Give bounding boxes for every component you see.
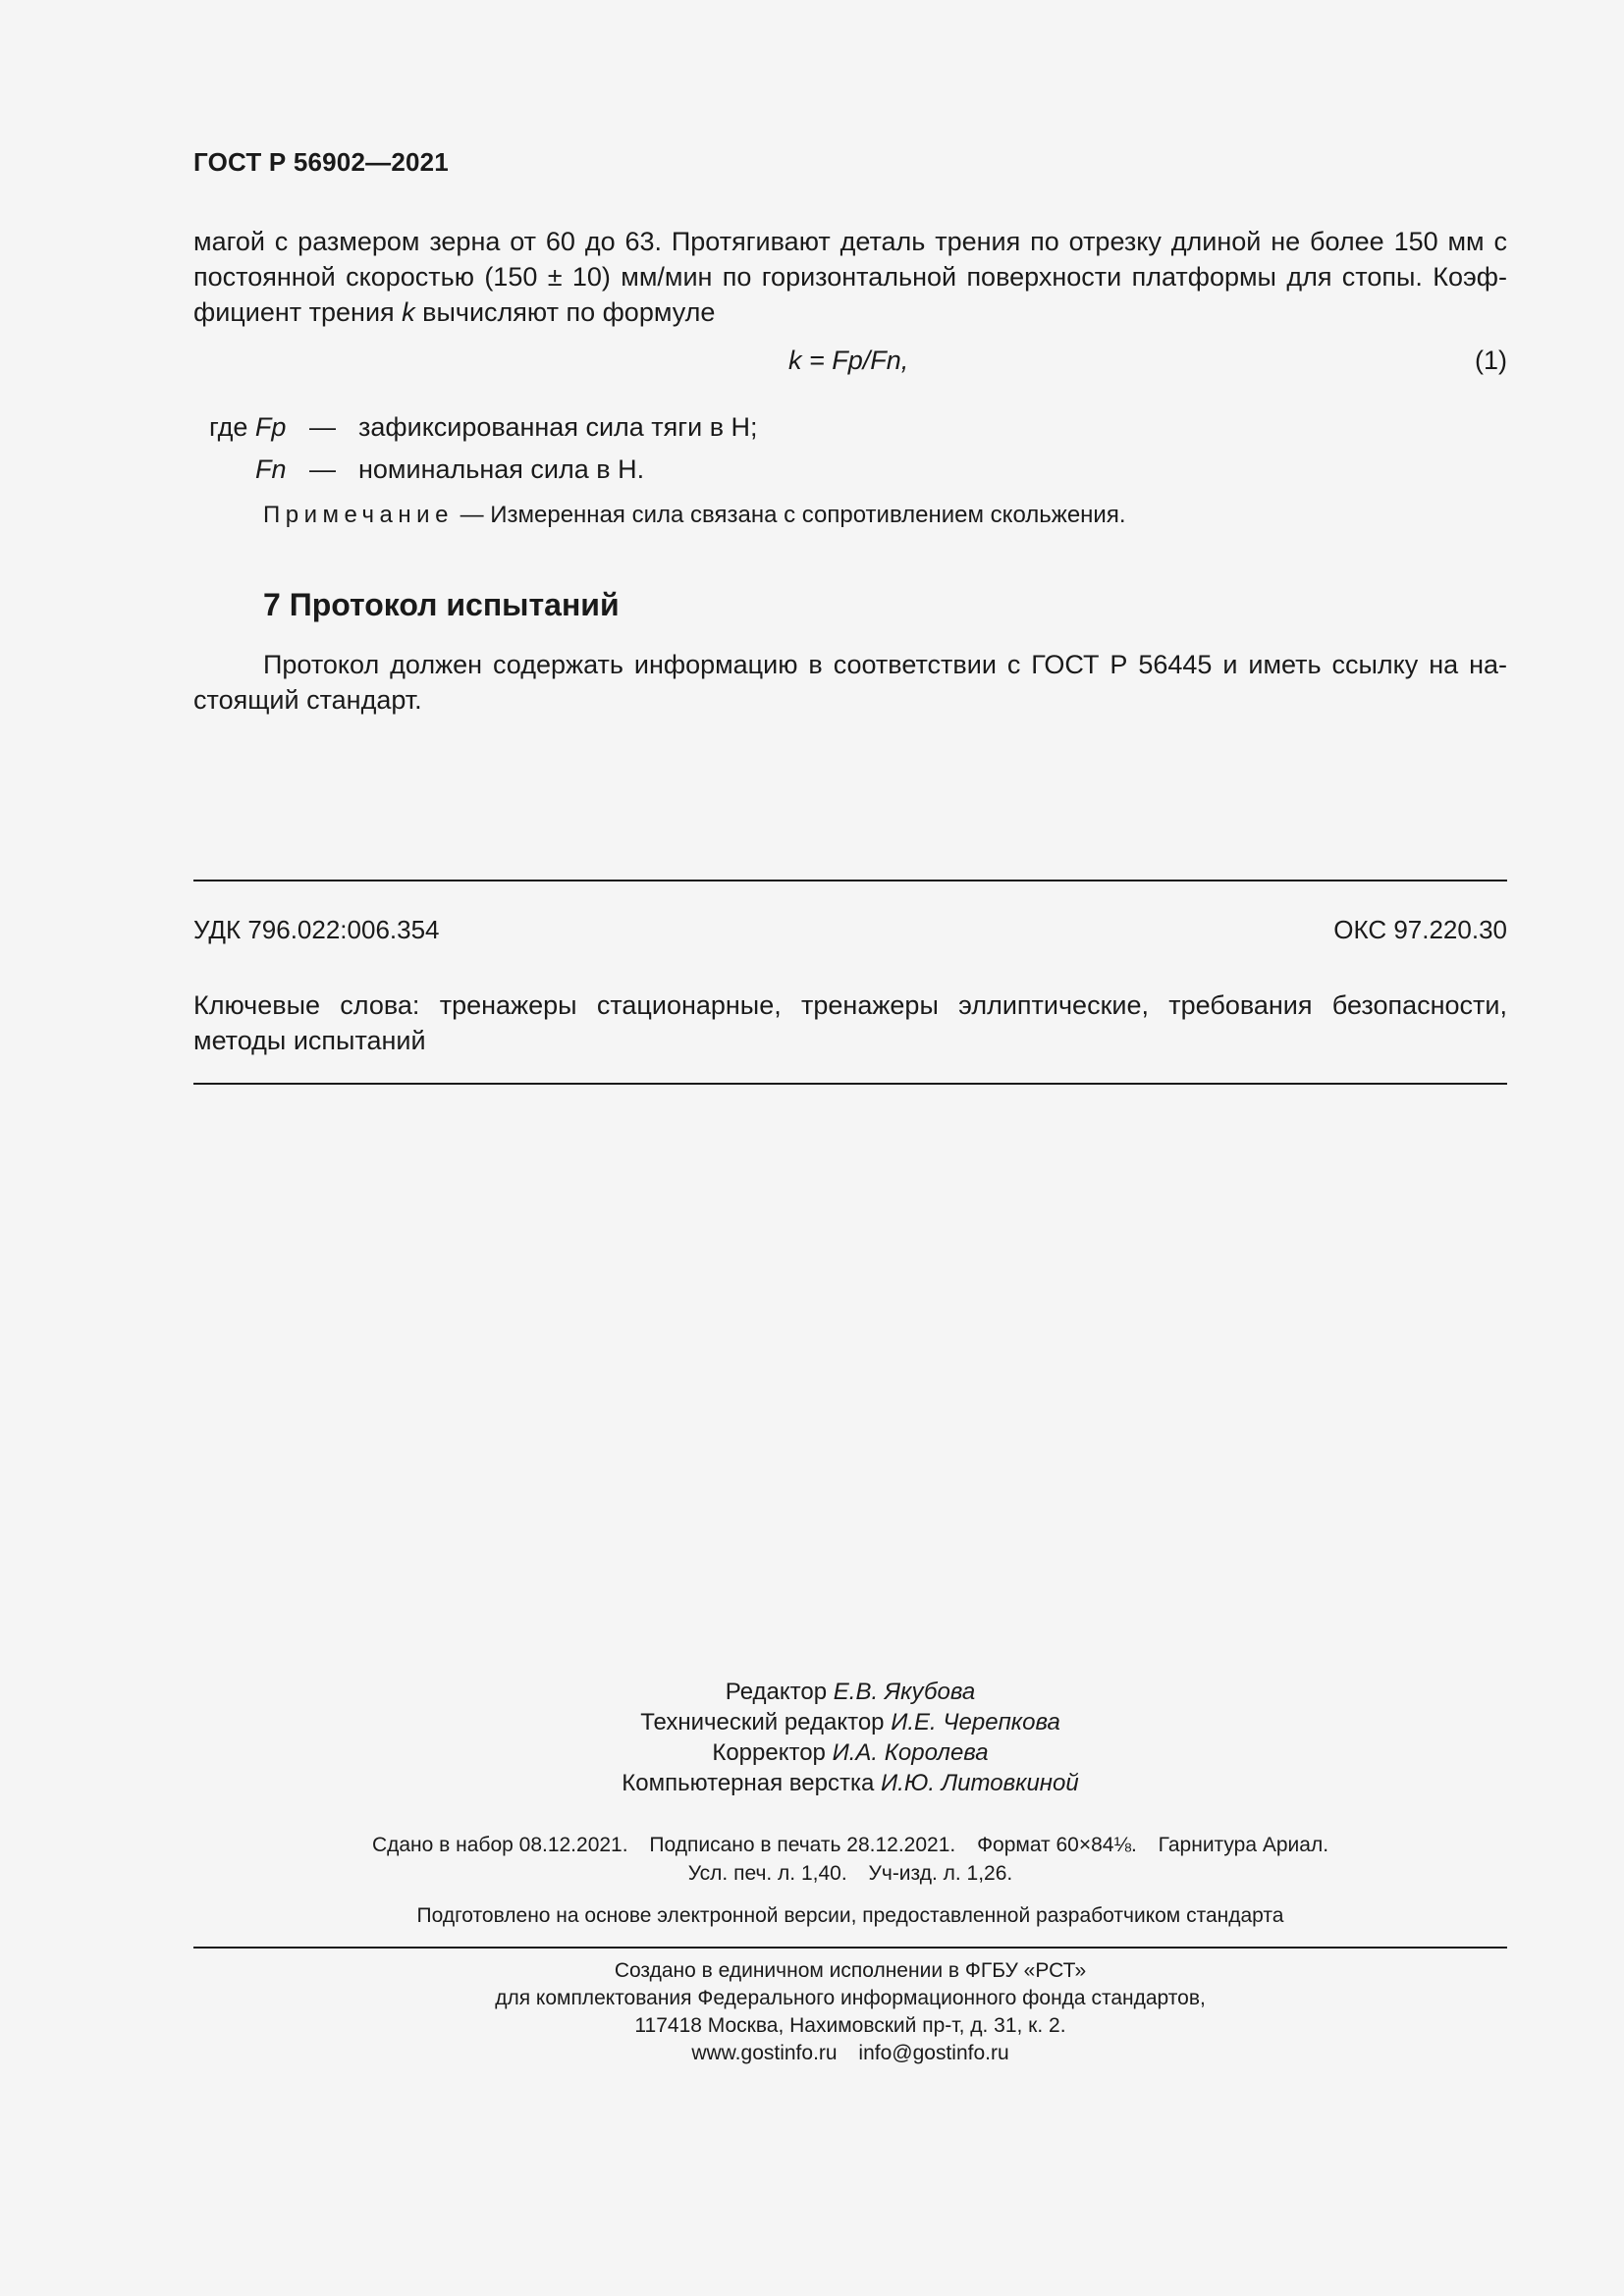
method-paragraph-line-1: магой с размером зерна от 60 до 63. Протягивают деталь трения по отрезку длиной не более 150 мм с — [193, 227, 1507, 256]
note — [263, 502, 1126, 529]
bottom-divider — [193, 1083, 1507, 1085]
where-description-fp: зафиксированная сила тяги в Н; — [358, 412, 758, 442]
method-paragraph — [193, 224, 1507, 330]
top-divider — [193, 880, 1507, 881]
credit-layout — [193, 1768, 1507, 1798]
paper-format: Формат 60×84⅛. — [977, 1834, 1137, 1856]
section-7-paragraph — [193, 647, 1507, 718]
keywords-line-1: Ключевые слова: тренажеры стационарные, тренажеры эллиптические, требования безопасности, — [193, 990, 1507, 1020]
print-sheets: Усл. печ. л. 1,40. — [687, 1862, 847, 1885]
credit-name: Е.В. Якубова — [833, 1679, 976, 1705]
edu-sheets: Уч-изд. л. 1,26. — [868, 1862, 1013, 1885]
credit-role: Редактор — [725, 1679, 834, 1705]
website-link[interactable]: www.gostinfo.ru — [691, 2042, 838, 2064]
document-header-title: ГОСТ Р 56902—2021 — [193, 147, 449, 177]
where-label: где — [209, 412, 248, 442]
submitted-date: Сдано в набор 08.12.2021. — [371, 1834, 628, 1856]
oks-code: ОКС 97.220.30 — [1333, 915, 1507, 944]
email-link[interactable]: info@gostinfo.ru — [858, 2042, 1009, 2064]
credit-name: И.Ю. Литовкиной — [881, 1770, 1079, 1796]
formula-number: (1) — [1475, 346, 1507, 375]
imprint-line-2: для комплектования Федерального информационного фонда стандартов, — [495, 1987, 1206, 2009]
credit-proofreader — [193, 1737, 1507, 1768]
coefficient-variable: k — [402, 297, 415, 327]
where-label-row — [209, 412, 286, 443]
print-info-line-1 — [193, 1831, 1507, 1859]
credit-name: И.Е. Черепкова — [891, 1709, 1060, 1735]
line-3-prefix: фициент трения — [193, 297, 403, 327]
credits — [193, 1677, 1507, 1798]
imprint-divider — [193, 1947, 1507, 1949]
where-symbol-fp: Fp — [254, 412, 287, 442]
prepared-note: Подготовлено на основе электронной версии, предоставленной разработчиком стандарта — [416, 1904, 1284, 1927]
keywords-line-2: методы испытаний — [193, 1026, 426, 1055]
note-label: Примечание — [263, 502, 454, 528]
friction-formula: k = Fp/Fn, — [788, 346, 909, 375]
method-paragraph-line-2: постоянной скоростью (150 ± 10) мм/мин по горизонтальной поверхности платформы для стопы. Коэф- — [193, 262, 1507, 292]
where-description-fn: номинальная сила в Н. — [358, 454, 645, 484]
credit-role: Технический редактор — [640, 1709, 892, 1735]
section-7-heading: 7 Протокол испытаний — [263, 587, 620, 622]
signed-date: Подписано в печать 28.12.2021. — [649, 1834, 956, 1856]
print-info — [193, 1831, 1507, 1888]
where-symbol-fn: Fn — [255, 454, 287, 484]
section-7-line-2: стоящий стандарт. — [193, 685, 422, 715]
imprint — [193, 1957, 1507, 2067]
imprint-line-1: Создано в единичном исполнении в ФГБУ «РСТ» — [614, 1959, 1087, 1982]
line-3-suffix: вычисляют по формуле — [414, 297, 716, 327]
keywords — [193, 988, 1507, 1058]
where-dash-fn: — — [309, 454, 336, 484]
imprint-line-3: 117418 Москва, Нахимовский пр-т, д. 31, к. 2. — [634, 2014, 1066, 2037]
typeface: Гарнитура Ариал. — [1158, 1834, 1329, 1856]
section-7-line-1: Протокол должен содержать информацию в соответствии с ГОСТ Р 56445 и иметь ссылку на на- — [263, 650, 1507, 679]
credit-role: Корректор — [712, 1739, 833, 1766]
credit-name: И.А. Королева — [832, 1739, 989, 1766]
imprint-contacts — [193, 2040, 1507, 2067]
credit-editor — [193, 1677, 1507, 1707]
where-dash-fp: — — [309, 412, 336, 442]
note-text: — Измеренная сила связана с сопротивлением скольжения. — [453, 502, 1126, 528]
credit-technical-editor — [193, 1707, 1507, 1737]
credit-role: Компьютерная верстка — [622, 1770, 881, 1796]
print-info-line-2 — [193, 1859, 1507, 1888]
method-paragraph-line-3 — [193, 294, 1507, 330]
udk-code: УДК 796.022:006.354 — [193, 915, 440, 944]
